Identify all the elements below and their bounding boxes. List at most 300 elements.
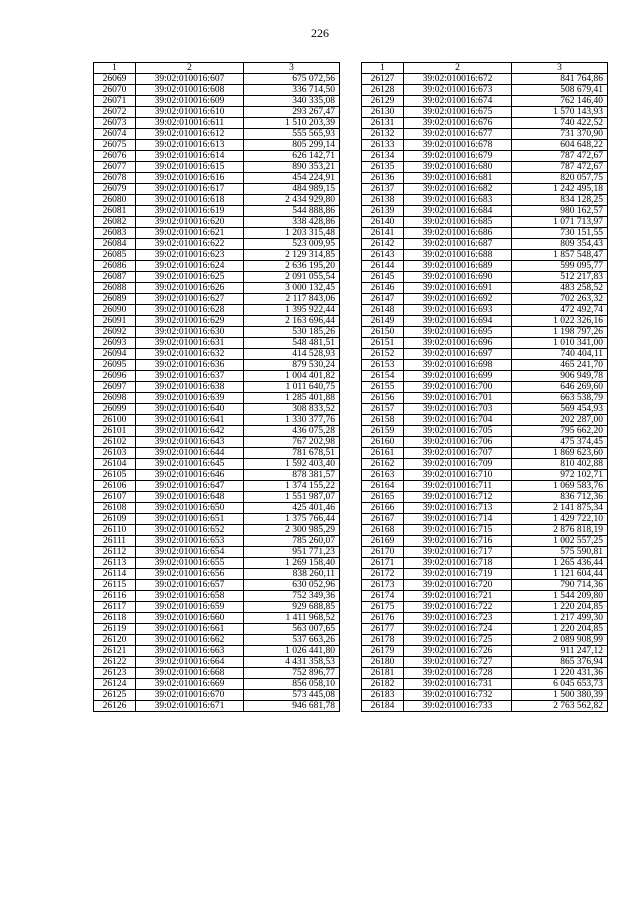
row-number-cell: 26163 (362, 470, 404, 481)
table-row (362, 371, 608, 382)
table-row (94, 294, 340, 305)
cadastral-number-cell: 39:02:010016:705 (404, 426, 512, 437)
cadastral-number-cell: 39:02:010016:701 (404, 393, 512, 404)
row-number-cell: 26146 (362, 283, 404, 294)
value-cell: 454 224,91 (244, 173, 340, 184)
table-row (94, 162, 340, 173)
row-number-cell: 26101 (94, 426, 136, 437)
cadastral-number-cell: 39:02:010016:713 (404, 503, 512, 514)
row-number-cell: 26099 (94, 404, 136, 415)
cadastral-number-cell: 39:02:010016:672 (404, 74, 512, 85)
cadastral-number-cell: 39:02:010016:661 (136, 624, 244, 635)
row-number-cell: 26138 (362, 195, 404, 206)
table-row (94, 195, 340, 206)
value-cell: 1 374 155,22 (244, 481, 340, 492)
row-number-cell: 26070 (94, 85, 136, 96)
table-row (362, 338, 608, 349)
cadastral-number-cell: 39:02:010016:652 (136, 525, 244, 536)
table-row (94, 448, 340, 459)
row-number-cell: 26095 (94, 360, 136, 371)
table-row (362, 107, 608, 118)
value-cell: 1 002 557,25 (512, 536, 608, 547)
table-row (94, 558, 340, 569)
table-row (94, 107, 340, 118)
row-number-cell: 26111 (94, 536, 136, 547)
row-number-cell: 26113 (94, 558, 136, 569)
row-number-cell: 26079 (94, 184, 136, 195)
value-cell: 1 011 640,75 (244, 382, 340, 393)
value-cell: 2 763 562,82 (512, 701, 608, 712)
value-cell: 810 402,88 (512, 459, 608, 470)
row-number-cell: 26119 (94, 624, 136, 635)
row-number-cell: 26072 (94, 107, 136, 118)
row-number-cell: 26123 (94, 668, 136, 679)
table-body (94, 74, 340, 712)
value-cell: 626 142,71 (244, 151, 340, 162)
row-number-cell: 26134 (362, 151, 404, 162)
value-cell: 630 052,96 (244, 580, 340, 591)
value-cell: 563 007,65 (244, 624, 340, 635)
cadastral-number-cell: 39:02:010016:607 (136, 74, 244, 85)
cadastral-number-cell: 39:02:010016:692 (404, 294, 512, 305)
cadastral-number-cell: 39:02:010016:694 (404, 316, 512, 327)
row-number-cell: 26135 (362, 162, 404, 173)
table-row (362, 228, 608, 239)
table-row (94, 74, 340, 85)
row-number-cell: 26172 (362, 569, 404, 580)
value-cell: 762 146,40 (512, 96, 608, 107)
cadastral-number-cell: 39:02:010016:641 (136, 415, 244, 426)
cadastral-number-cell: 39:02:010016:620 (136, 217, 244, 228)
table-row (362, 217, 608, 228)
cadastral-number-cell: 39:02:010016:732 (404, 690, 512, 701)
cadastral-number-cell: 39:02:010016:715 (404, 525, 512, 536)
value-cell: 414 528,93 (244, 349, 340, 360)
row-number-cell: 26112 (94, 547, 136, 558)
row-number-cell: 26180 (362, 657, 404, 668)
value-cell: 911 247,12 (512, 646, 608, 657)
value-cell: 569 454,93 (512, 404, 608, 415)
cadastral-number-cell: 39:02:010016:662 (136, 635, 244, 646)
value-cell: 425 401,46 (244, 503, 340, 514)
table-row (362, 459, 608, 470)
cadastral-number-cell: 39:02:010016:642 (136, 426, 244, 437)
value-cell: 1 429 722,10 (512, 514, 608, 525)
cadastral-number-cell: 39:02:010016:728 (404, 668, 512, 679)
value-cell: 1 203 315,48 (244, 228, 340, 239)
table-row (94, 206, 340, 217)
table-row (362, 426, 608, 437)
cadastral-number-cell: 39:02:010016:721 (404, 591, 512, 602)
value-cell: 752 349,36 (244, 591, 340, 602)
cadastral-number-cell: 39:02:010016:608 (136, 85, 244, 96)
value-cell: 879 530,24 (244, 360, 340, 371)
row-number-cell: 26131 (362, 118, 404, 129)
row-number-cell: 26107 (94, 492, 136, 503)
value-cell: 1 026 441,80 (244, 646, 340, 657)
row-number-cell: 26105 (94, 470, 136, 481)
cadastral-number-cell: 39:02:010016:691 (404, 283, 512, 294)
row-number-cell: 26136 (362, 173, 404, 184)
value-cell: 980 162,57 (512, 206, 608, 217)
value-cell: 2 091 055,54 (244, 272, 340, 283)
cadastral-number-cell: 39:02:010016:685 (404, 217, 512, 228)
value-cell: 731 370,90 (512, 129, 608, 140)
row-number-cell: 26162 (362, 459, 404, 470)
value-cell: 1 500 380,39 (512, 690, 608, 701)
row-number-cell: 26154 (362, 371, 404, 382)
row-number-cell: 26118 (94, 613, 136, 624)
cadastral-number-cell: 39:02:010016:714 (404, 514, 512, 525)
cadastral-number-cell: 39:02:010016:680 (404, 162, 512, 173)
value-cell: 2 089 908,99 (512, 635, 608, 646)
table-row (362, 140, 608, 151)
row-number-cell: 26074 (94, 129, 136, 140)
table-row (94, 459, 340, 470)
table-row (94, 404, 340, 415)
row-number-cell: 26069 (94, 74, 136, 85)
value-cell: 599 095,77 (512, 261, 608, 272)
value-cell: 820 057,75 (512, 173, 608, 184)
row-number-cell: 26182 (362, 679, 404, 690)
row-number-cell: 26073 (94, 118, 136, 129)
table-row (362, 481, 608, 492)
row-number-cell: 26106 (94, 481, 136, 492)
cadastral-number-cell: 39:02:010016:630 (136, 327, 244, 338)
value-cell: 838 260,11 (244, 569, 340, 580)
table-row (362, 470, 608, 481)
value-cell: 836 712,36 (512, 492, 608, 503)
table-row (94, 140, 340, 151)
value-cell: 740 404,11 (512, 349, 608, 360)
row-number-cell: 26085 (94, 250, 136, 261)
table-row (94, 316, 340, 327)
cadastral-number-cell: 39:02:010016:706 (404, 437, 512, 448)
table-row (94, 492, 340, 503)
row-number-cell: 26121 (94, 646, 136, 657)
table-row (362, 349, 608, 360)
cadastral-number-cell: 39:02:010016:683 (404, 195, 512, 206)
cadastral-number-cell: 39:02:010016:650 (136, 503, 244, 514)
cadastral-number-cell: 39:02:010016:631 (136, 338, 244, 349)
table-row (362, 85, 608, 96)
row-number-cell: 26168 (362, 525, 404, 536)
table-row (362, 646, 608, 657)
cadastral-number-cell: 39:02:010016:720 (404, 580, 512, 591)
value-cell: 338 428,86 (244, 217, 340, 228)
cadastral-number-cell: 39:02:010016:648 (136, 492, 244, 503)
row-number-cell: 26144 (362, 261, 404, 272)
cadastral-number-cell: 39:02:010016:712 (404, 492, 512, 503)
cadastral-number-cell: 39:02:010016:682 (404, 184, 512, 195)
row-number-cell: 26161 (362, 448, 404, 459)
cadastral-number-cell: 39:02:010016:637 (136, 371, 244, 382)
cadastral-number-cell: 39:02:010016:676 (404, 118, 512, 129)
table-row (94, 85, 340, 96)
table-row (362, 448, 608, 459)
table-row (362, 690, 608, 701)
cadastral-number-cell: 39:02:010016:688 (404, 250, 512, 261)
row-number-cell: 26130 (362, 107, 404, 118)
row-number-cell: 26122 (94, 657, 136, 668)
table-row (94, 261, 340, 272)
cadastral-number-cell: 39:02:010016:627 (136, 294, 244, 305)
value-cell: 906 949,78 (512, 371, 608, 382)
row-number-cell: 26104 (94, 459, 136, 470)
value-cell: 1 242 495,18 (512, 184, 608, 195)
table-row (94, 283, 340, 294)
row-number-cell: 26102 (94, 437, 136, 448)
table-row (94, 118, 340, 129)
table-body (362, 74, 608, 712)
value-cell: 663 538,79 (512, 393, 608, 404)
table-row (362, 492, 608, 503)
value-cell: 878 381,57 (244, 470, 340, 481)
cadastral-number-cell: 39:02:010016:700 (404, 382, 512, 393)
value-cell: 740 422,52 (512, 118, 608, 129)
cadastral-number-cell: 39:02:010016:687 (404, 239, 512, 250)
value-cell: 1 544 209,80 (512, 591, 608, 602)
row-number-cell: 26141 (362, 228, 404, 239)
row-number-cell: 26075 (94, 140, 136, 151)
row-number-cell: 26083 (94, 228, 136, 239)
value-cell: 604 648,22 (512, 140, 608, 151)
row-number-cell: 26143 (362, 250, 404, 261)
cadastral-number-cell: 39:02:010016:695 (404, 327, 512, 338)
table-row (362, 657, 608, 668)
value-cell: 1 375 766,44 (244, 514, 340, 525)
value-cell: 1 022 326,16 (512, 316, 608, 327)
row-number-cell: 26150 (362, 327, 404, 338)
value-cell: 1 592 403,40 (244, 459, 340, 470)
value-cell: 946 681,78 (244, 701, 340, 712)
cadastral-number-cell: 39:02:010016:670 (136, 690, 244, 701)
cadastral-number-cell: 39:02:010016:689 (404, 261, 512, 272)
row-number-cell: 26120 (94, 635, 136, 646)
row-number-cell: 26148 (362, 305, 404, 316)
cadastral-number-cell: 39:02:010016:619 (136, 206, 244, 217)
row-number-cell: 26158 (362, 415, 404, 426)
cadastral-number-cell: 39:02:010016:632 (136, 349, 244, 360)
row-number-cell: 26124 (94, 679, 136, 690)
cadastral-number-cell: 39:02:010016:696 (404, 338, 512, 349)
row-number-cell: 26088 (94, 283, 136, 294)
table-row (362, 536, 608, 547)
row-number-cell: 26140 (362, 217, 404, 228)
table-row (362, 162, 608, 173)
cadastral-number-cell: 39:02:010016:643 (136, 437, 244, 448)
cadastral-number-cell: 39:02:010016:663 (136, 646, 244, 657)
table-row (94, 635, 340, 646)
cadastral-number-cell: 39:02:010016:733 (404, 701, 512, 712)
column-header: 2 (136, 63, 244, 74)
row-number-cell: 26100 (94, 415, 136, 426)
table-row (362, 129, 608, 140)
value-cell: 890 353,21 (244, 162, 340, 173)
cadastral-number-cell: 39:02:010016:644 (136, 448, 244, 459)
row-number-cell: 26084 (94, 239, 136, 250)
cadastral-number-cell: 39:02:010016:658 (136, 591, 244, 602)
table-row (362, 514, 608, 525)
table-row (362, 569, 608, 580)
column-header: 3 (512, 63, 608, 74)
value-cell: 1 010 341,00 (512, 338, 608, 349)
cadastral-number-cell: 39:02:010016:704 (404, 415, 512, 426)
row-number-cell: 26133 (362, 140, 404, 151)
row-number-cell: 26174 (362, 591, 404, 602)
table-row (94, 129, 340, 140)
value-cell: 2 163 696,44 (244, 316, 340, 327)
table-row (94, 272, 340, 283)
row-number-cell: 26078 (94, 173, 136, 184)
table-row (94, 327, 340, 338)
row-number-cell: 26080 (94, 195, 136, 206)
value-cell: 3 000 132,45 (244, 283, 340, 294)
value-cell: 436 075,28 (244, 426, 340, 437)
table-row (94, 173, 340, 184)
cadastral-number-cell: 39:02:010016:686 (404, 228, 512, 239)
value-cell: 1 265 436,44 (512, 558, 608, 569)
table-row (94, 349, 340, 360)
table-row (362, 580, 608, 591)
table-row (362, 437, 608, 448)
cadastral-number-cell: 39:02:010016:645 (136, 459, 244, 470)
row-number-cell: 26171 (362, 558, 404, 569)
value-cell: 512 217,83 (512, 272, 608, 283)
value-cell: 1 071 713,97 (512, 217, 608, 228)
table-row (362, 404, 608, 415)
value-cell: 555 565,93 (244, 129, 340, 140)
cadastral-number-cell: 39:02:010016:646 (136, 470, 244, 481)
table-row (94, 470, 340, 481)
row-number-cell: 26096 (94, 371, 136, 382)
row-number-cell: 26166 (362, 503, 404, 514)
column-header: 2 (404, 63, 512, 74)
row-number-cell: 26179 (362, 646, 404, 657)
row-number-cell: 26081 (94, 206, 136, 217)
cadastral-number-cell: 39:02:010016:703 (404, 404, 512, 415)
value-cell: 1 220 204,85 (512, 624, 608, 635)
table-row (94, 393, 340, 404)
table-row (94, 481, 340, 492)
table-row (362, 624, 608, 635)
cadastral-number-cell: 39:02:010016:678 (404, 140, 512, 151)
row-number-cell: 26127 (362, 74, 404, 85)
table-row (94, 701, 340, 712)
cadastral-number-cell: 39:02:010016:690 (404, 272, 512, 283)
table-row (94, 690, 340, 701)
value-cell: 202 287,00 (512, 415, 608, 426)
value-cell: 530 185,26 (244, 327, 340, 338)
row-number-cell: 26103 (94, 448, 136, 459)
cadastral-number-cell: 39:02:010016:655 (136, 558, 244, 569)
table-row (94, 360, 340, 371)
table-row (94, 569, 340, 580)
value-cell: 472 492,74 (512, 305, 608, 316)
cadastral-number-cell: 39:02:010016:651 (136, 514, 244, 525)
row-number-cell: 26094 (94, 349, 136, 360)
cadastral-number-cell: 39:02:010016:710 (404, 470, 512, 481)
value-cell: 675 072,56 (244, 74, 340, 85)
cadastral-number-cell: 39:02:010016:616 (136, 173, 244, 184)
table-row (94, 305, 340, 316)
row-number-cell: 26115 (94, 580, 136, 591)
row-number-cell: 26160 (362, 437, 404, 448)
value-cell: 1 198 797,26 (512, 327, 608, 338)
table-row (362, 173, 608, 184)
value-cell: 475 374,45 (512, 437, 608, 448)
cadastral-number-cell: 39:02:010016:717 (404, 547, 512, 558)
cadastral-number-cell: 39:02:010016:684 (404, 206, 512, 217)
table-row (362, 118, 608, 129)
row-number-cell: 26173 (362, 580, 404, 591)
cadastral-number-cell: 39:02:010016:673 (404, 85, 512, 96)
row-number-cell: 26139 (362, 206, 404, 217)
value-cell: 293 267,47 (244, 107, 340, 118)
value-cell: 730 151,55 (512, 228, 608, 239)
cadastral-number-cell: 39:02:010016:613 (136, 140, 244, 151)
table-row (362, 602, 608, 613)
table-row (94, 371, 340, 382)
value-cell: 2 129 314,85 (244, 250, 340, 261)
row-number-cell: 26151 (362, 338, 404, 349)
cadastral-number-cell: 39:02:010016:664 (136, 657, 244, 668)
value-cell: 548 481,51 (244, 338, 340, 349)
column-header: 3 (244, 63, 340, 74)
row-number-cell: 26132 (362, 129, 404, 140)
cadastral-number-cell: 39:02:010016:623 (136, 250, 244, 261)
row-number-cell: 26152 (362, 349, 404, 360)
cadastral-number-cell: 39:02:010016:718 (404, 558, 512, 569)
table-row (362, 239, 608, 250)
table-row (362, 294, 608, 305)
table-row (94, 250, 340, 261)
value-cell: 2 141 875,34 (512, 503, 608, 514)
table-row (94, 415, 340, 426)
value-cell: 646 269,60 (512, 382, 608, 393)
value-cell: 767 202,98 (244, 437, 340, 448)
value-cell: 929 688,85 (244, 602, 340, 613)
table-row (94, 338, 340, 349)
table-row (362, 547, 608, 558)
table-row (362, 415, 608, 426)
row-number-cell: 26165 (362, 492, 404, 503)
cadastral-number-cell: 39:02:010016:639 (136, 393, 244, 404)
table-row (94, 591, 340, 602)
row-number-cell: 26153 (362, 360, 404, 371)
row-number-cell: 26142 (362, 239, 404, 250)
row-number-cell: 26091 (94, 316, 136, 327)
cadastral-number-cell: 39:02:010016:618 (136, 195, 244, 206)
table-row (362, 613, 608, 624)
value-cell: 1 395 922,44 (244, 305, 340, 316)
cadastral-table-right (361, 62, 608, 712)
cadastral-number-cell: 39:02:010016:629 (136, 316, 244, 327)
table-row (362, 360, 608, 371)
value-cell: 787 472,67 (512, 151, 608, 162)
cadastral-number-cell: 39:02:010016:615 (136, 162, 244, 173)
cadastral-number-cell: 39:02:010016:668 (136, 668, 244, 679)
value-cell: 1 269 158,40 (244, 558, 340, 569)
value-cell: 841 764,86 (512, 74, 608, 85)
cadastral-number-cell: 39:02:010016:647 (136, 481, 244, 492)
value-cell: 1 510 203,39 (244, 118, 340, 129)
row-number-cell: 26181 (362, 668, 404, 679)
row-number-cell: 26178 (362, 635, 404, 646)
value-cell: 1 220 204,85 (512, 602, 608, 613)
value-cell: 2 636 195,20 (244, 261, 340, 272)
value-cell: 523 009,95 (244, 239, 340, 250)
